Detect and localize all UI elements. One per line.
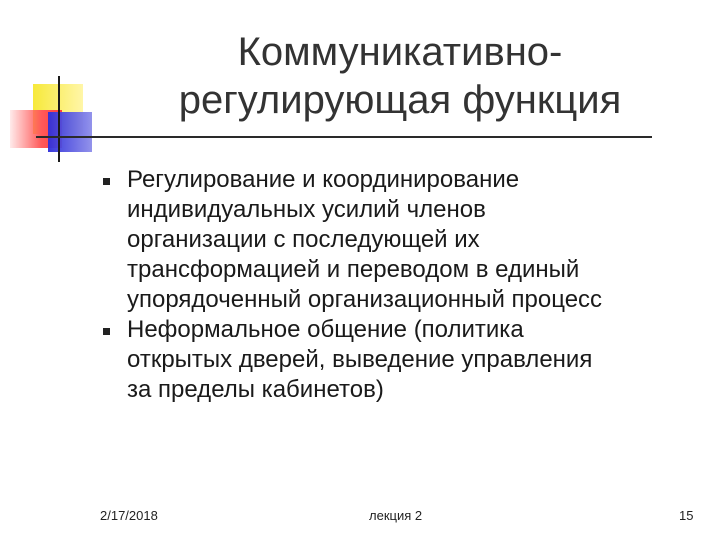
title-underline (36, 136, 652, 138)
bullet-item-1 (96, 165, 696, 315)
footer-date: 2/17/2018 (100, 508, 158, 523)
bullet-text-1-line-5: упорядоченный организационный процесс (127, 286, 603, 313)
bullet-text-2-line-1: Неформальное общение (политика (127, 316, 524, 343)
title-line-2: регулирующая функция (178, 78, 622, 122)
bullet-text-1-line-4: трансформацией и переводом в единый (127, 256, 580, 283)
footer-page-number: 15 (679, 508, 694, 523)
title-line-1: Коммуникативно- (237, 30, 563, 74)
bullet-text-2-line-3: за пределы кабинетов) (127, 376, 384, 403)
decor-blue-square (48, 112, 92, 152)
square-bullet-icon (103, 328, 110, 335)
bullet-item-2 (96, 315, 696, 405)
bullet-list (96, 165, 696, 405)
decor-vertical-line (58, 76, 60, 162)
square-bullet-icon (103, 178, 110, 185)
bullet-text-2-line-2: открытых дверей, выведение управления (127, 346, 593, 373)
bullet-text-1-line-2: индивидуальных усилий членов (127, 196, 486, 223)
bullet-text-1-line-3: организации с последующей их (127, 226, 480, 253)
slide-title (130, 28, 670, 124)
bullet-text-1-line-1: Регулирование и координирование (127, 166, 520, 193)
footer-lecture: лекция 2 (369, 508, 423, 523)
